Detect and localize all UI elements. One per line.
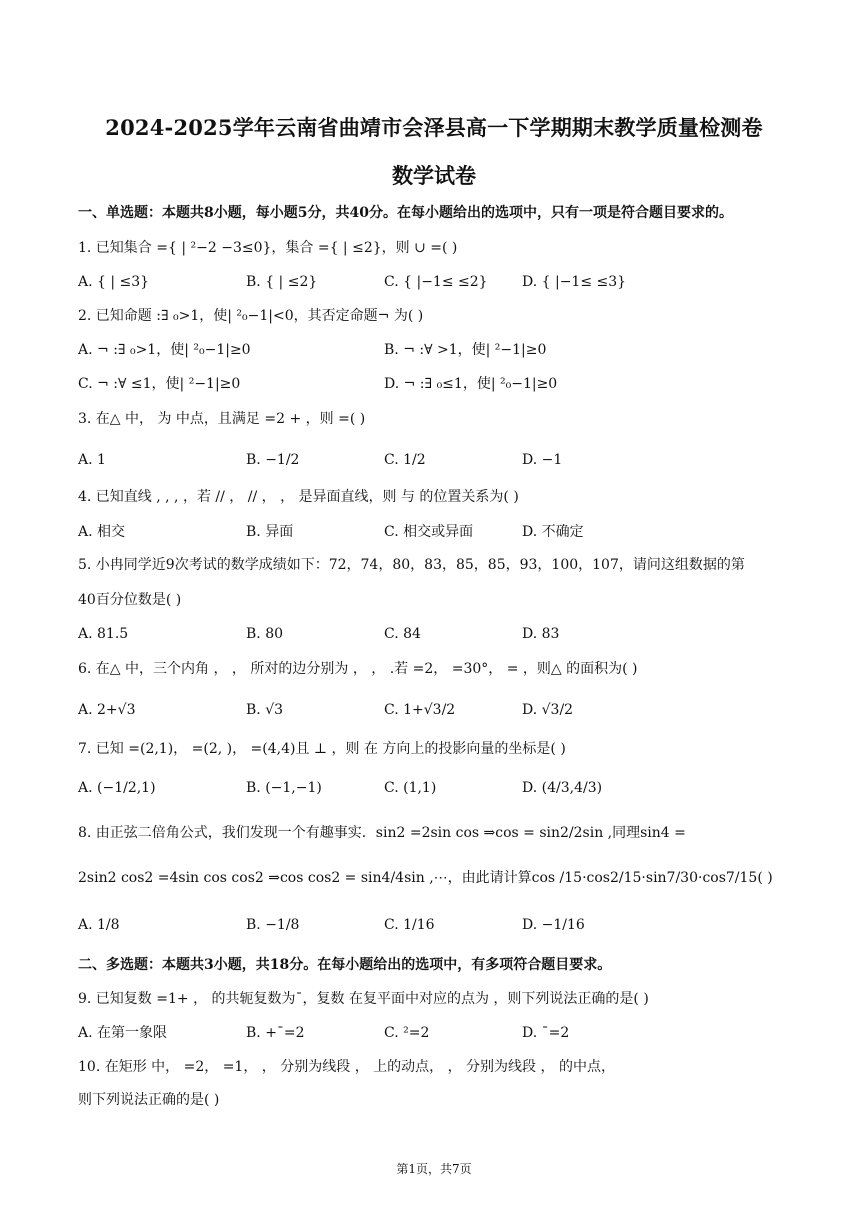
option-a: A. 1/8 xyxy=(78,917,120,933)
option-a: A. 1 xyxy=(78,452,106,468)
option-b: B. −1/2 xyxy=(246,452,300,468)
option-b: B. 异面 xyxy=(246,524,294,540)
option-a: A. 在第一象限 xyxy=(78,1025,168,1041)
page-footer: 第1页，共7页 xyxy=(396,1162,472,1176)
question-5-line-1: 5. 小冉同学近9次考试的数学成绩如下：72，74，80，83，85，85，93，100，107，请问这组数据的第 xyxy=(78,557,745,573)
question-6: 6. 在△ 中，三个内角 ， ， 所对的边分别为 ， ， .若 =2， =30°， = ，则△ 的面积为( ) xyxy=(78,661,638,677)
option-a: A. 相交 xyxy=(78,524,126,540)
question-2: 2. 已知命题 :∃ ₀>1，使| ²₀−1|<0，其否定命题¬ 为( ) xyxy=(78,308,424,324)
option-d: D. 不确定 xyxy=(522,524,584,540)
option-c: C. 84 xyxy=(384,626,421,642)
option-b: B. (−1,−1) xyxy=(246,780,322,796)
option-d: D. ¬ :∃ ₀≤1，使| ²₀−1|≥0 xyxy=(384,376,558,392)
question-8-line-1: 8. 由正弦二倍角公式，我们发现一个有趣事实．sin2 =2sin cos ⇒cos = sin2/2sin ,同理sin4 = xyxy=(78,825,686,841)
option-a: A. { | ≤3} xyxy=(78,274,150,290)
option-b: B. ¬ :∀ >1，使| ²−1|≥0 xyxy=(384,342,547,358)
option-a: A. ¬ :∃ ₀>1，使| ²₀−1|≥0 xyxy=(78,342,251,358)
option-c: C. 1/2 xyxy=(384,452,426,468)
option-c: C. 1+√3/2 xyxy=(384,702,456,718)
option-d: D. ¯=2 xyxy=(522,1025,570,1041)
option-d: D. −1 xyxy=(522,452,563,468)
section-heading-single: 一、单选题：本题共8小题，每小题5分，共40分。在每小题给出的选项中，只有一项是符合题目要求的。 xyxy=(78,205,733,221)
option-a: A. 2+√3 xyxy=(78,702,136,718)
exam-subtitle: 数学试卷 xyxy=(392,163,476,188)
option-a: A. (−1/2,1) xyxy=(78,780,156,796)
option-c: C. { |−1≤ ≤2} xyxy=(384,274,488,290)
question-5-line-2: 40百分位数是( ) xyxy=(78,592,182,608)
option-b: B. +¯=2 xyxy=(246,1025,305,1041)
option-c: C. ¬ :∀ ≤1，使| ²−1|≥0 xyxy=(78,376,241,392)
question-3: 3. 在△ 中， 为 中点，且满足 =2 + ，则 =( ) xyxy=(78,411,366,427)
question-8-line-2: 2sin2 cos2 =4sin cos cos2 ⇒cos cos2 = sin4/4sin ,⋯，由此请计算cos /15·cos2/15·sin7/30·cos7/15( ) xyxy=(78,870,773,886)
option-b: B. −1/8 xyxy=(246,917,300,933)
option-c: C. ²=2 xyxy=(384,1025,430,1041)
option-c: C. 相交或异面 xyxy=(384,524,474,540)
option-a: A. 81.5 xyxy=(78,626,129,642)
option-d: D. { |−1≤ ≤3} xyxy=(522,274,627,290)
option-b: B. { | ≤2} xyxy=(246,274,318,290)
question-7: 7. 已知 =(2,1)， =(2, )， =(4,4)且 ⊥ ，则 在 方向上的投影向量的坐标是( ) xyxy=(78,741,566,757)
option-d: D. 83 xyxy=(522,626,560,642)
question-9: 9. 已知复数 =1+ ， 的共轭复数为¯，复数 在复平面中对应的点为 ，则下列说法正确的是( ) xyxy=(78,991,649,1007)
option-d: D. (4/3,4/3) xyxy=(522,780,603,796)
option-d: D. −1/16 xyxy=(522,917,585,933)
question-1: 1. 已知集合 ={ | ²−2 −3≤0}，集合 ={ | ≤2}，则 ∪ =( ) xyxy=(78,240,458,256)
question-4: 4. 已知直线 , , , ，若 // ， // ， ， 是异面直线，则 与 的位置关系为( ) xyxy=(78,489,519,505)
question-10-line-2: 则下列说法正确的是( ) xyxy=(78,1092,220,1108)
option-c: C. 1/16 xyxy=(384,917,435,933)
question-10-line-1: 10. 在矩形 中， =2， =1， ， 分别为线段 ， 上的动点， ， 分别为线段 ， 的中点， xyxy=(78,1059,615,1075)
section-heading-multiple: 二、多选题：本题共3小题，共18分。在每小题给出的选项中，有多项符合题目要求。 xyxy=(78,957,612,973)
option-c: C. (1,1) xyxy=(384,780,437,796)
option-b: B. 80 xyxy=(246,626,284,642)
option-d: D. √3/2 xyxy=(522,702,574,718)
exam-title: 2024-2025学年云南省曲靖市会泽县高一下学期期末教学质量检测卷 xyxy=(105,115,763,140)
option-b: B. √3 xyxy=(246,702,284,718)
